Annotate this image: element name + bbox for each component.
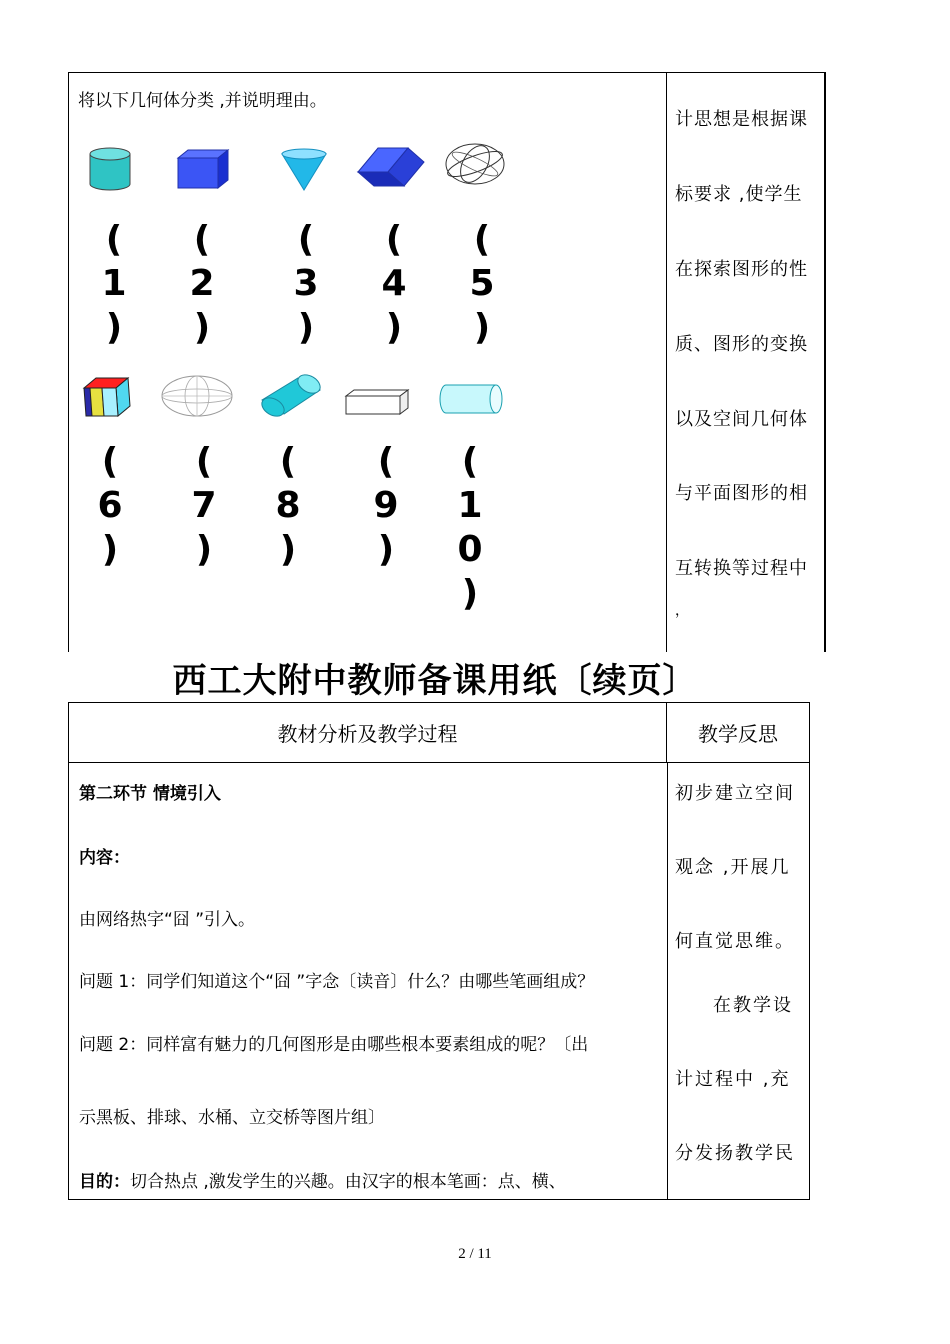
shape-label-4: ( 4 ) xyxy=(381,219,407,348)
intro-line: 由网络热字“囧 ”引入。 xyxy=(79,910,256,930)
goal-text: 切合热点 ,激发学生的兴趣。由汉字的根本笔画：点、横、 xyxy=(130,1172,566,1192)
reflection2-line-2: 观念 ,开展几 xyxy=(675,857,791,878)
page-title: 西工大附中教师备课用纸〔续页〕 xyxy=(172,661,698,701)
reflection-line-7: 互转换等过程中 xyxy=(675,558,808,579)
table-top-border xyxy=(68,72,826,73)
oblique-cylinder-icon xyxy=(258,374,324,420)
question-2: 问题 2：同样富有魅力的几何图形是由哪些根本要素组成的呢？〔出 xyxy=(79,1035,589,1055)
reflection-line-3: 在探索图形的性 xyxy=(675,259,808,280)
ellipsoid-icon xyxy=(160,374,234,418)
horizontal-cylinder-icon xyxy=(438,382,506,416)
table-column-divider xyxy=(666,72,667,652)
header-teaching-reflection: 教学反思 xyxy=(667,703,809,763)
cube-icon xyxy=(176,148,232,192)
shape-label-10: ( 1 0 ) xyxy=(457,441,483,614)
table-left-border xyxy=(68,72,69,652)
cone-icon xyxy=(280,146,328,192)
shape-label-2: ( 2 ) xyxy=(189,219,215,348)
content-label: 内容： xyxy=(79,848,130,868)
reflection-line-1: 计思想是根据课 xyxy=(675,109,808,130)
shape-label-1: ( 1 ) xyxy=(101,219,127,348)
question-1: 问题 1：同学们知道这个“囧 ”字念〔读音〕什么？由哪些笔画组成？ xyxy=(79,972,595,992)
column-divider xyxy=(667,763,668,1199)
table-right-border xyxy=(824,72,826,652)
classification-prompt: 将以下几何体分类 ,并说明理由。 xyxy=(78,91,327,111)
reflection-line-6: 与平面图形的相 xyxy=(675,483,808,504)
prism-house-icon xyxy=(82,376,134,418)
question-2-continued: 示黑板、排球、水桶、立交桥等图片组〕 xyxy=(79,1108,385,1128)
reflection2-line-6: 分发扬教学民 xyxy=(675,1143,795,1164)
reflection2-line-3: 何直觉思维。 xyxy=(675,931,795,952)
shape-label-5: ( 5 ) xyxy=(469,219,495,348)
reflection-line-5: 以及空间几何体 xyxy=(675,409,808,430)
reflection2-line-5: 计过程中 ,充 xyxy=(675,1069,791,1090)
cuboid-icon xyxy=(344,388,410,416)
shape-label-6: ( 6 ) xyxy=(97,441,123,570)
shape-label-9: ( 9 ) xyxy=(373,441,399,570)
lesson-table xyxy=(68,702,810,1200)
goal-line xyxy=(79,1167,566,1192)
page-number: 2 / 11 xyxy=(458,1246,492,1262)
reflection2-line-4: 在教学设 xyxy=(713,995,793,1016)
reflection-line-4: 质、图形的变换 xyxy=(675,334,808,355)
shape-label-8: ( 8 ) xyxy=(275,441,301,570)
header-teaching-process: 教材分析及教学过程 xyxy=(69,703,667,763)
section-heading: 第二环节 情境引入 xyxy=(79,784,221,804)
shape-label-3: ( 3 ) xyxy=(293,219,319,348)
sphere-wireframe-icon xyxy=(444,142,506,186)
reflection2-line-1: 初步建立空间 xyxy=(675,783,795,804)
parallelepiped-icon xyxy=(356,144,426,188)
reflection-line-8: ， xyxy=(675,603,690,619)
reflection-line-2: 标要求 ,使学生 xyxy=(675,184,803,205)
goal-label: 目的： xyxy=(79,1172,130,1192)
shape-label-7: ( 7 ) xyxy=(191,441,217,570)
cylinder-icon xyxy=(88,146,132,192)
